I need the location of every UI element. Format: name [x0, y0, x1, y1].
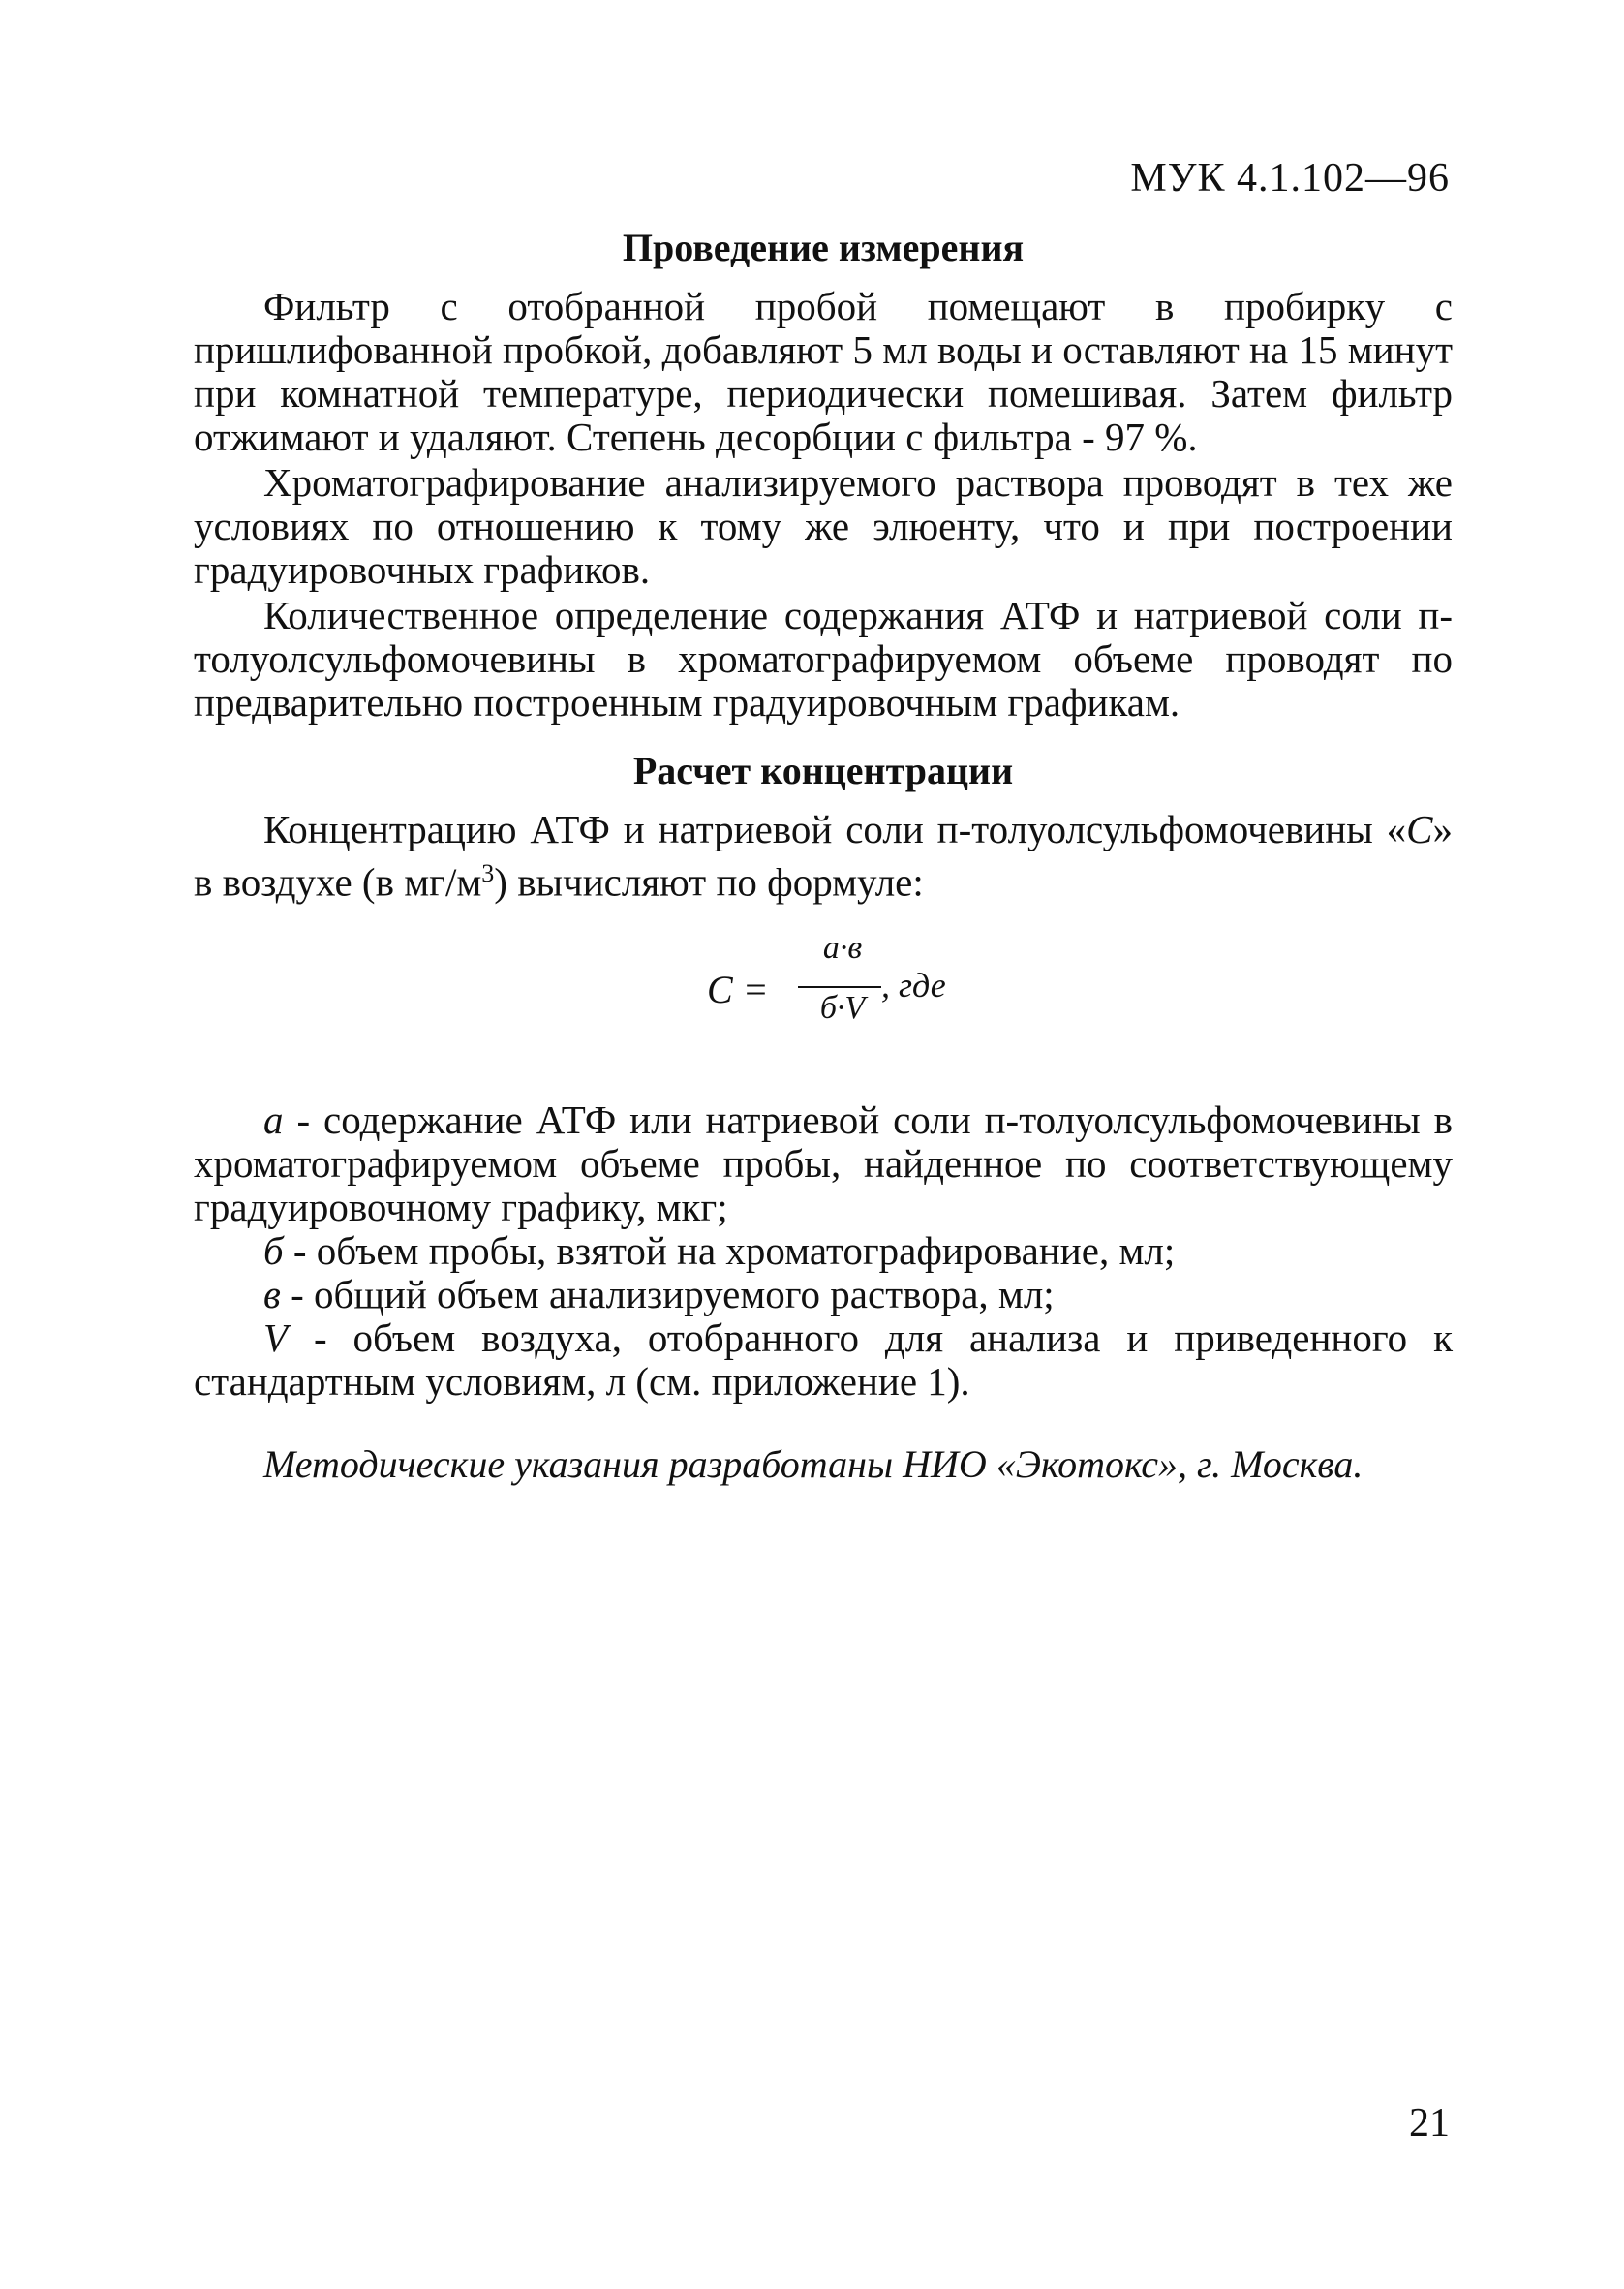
definition-symbol: а — [263, 1097, 284, 1142]
formula-denominator: б·V — [819, 989, 866, 1026]
definition-symbol: V — [263, 1315, 289, 1360]
definition-text: - объем воздуха, отобранного для анализа и приведенного к стандартным условиям, л (см. приложение 1). — [194, 1315, 1453, 1404]
definition-a — [194, 1098, 1453, 1229]
concentration-symbol: С — [1406, 807, 1433, 851]
section-title-measurement: Проведение измерения — [622, 226, 1025, 269]
definition-b — [194, 1229, 1453, 1273]
definition-text: - содержание АТФ или натриевой соли п-толуолсульфомочевины в хроматографируемом объеме пробы, найденное по соответствующему градуировочному графику, мкг; — [194, 1097, 1453, 1229]
intro-text-3: ) вычисляют по формуле: — [494, 859, 924, 905]
definition-text: - общий объем анализируемого раствора, мл; — [280, 1271, 1055, 1316]
paragraph: Количественное определение содержания АТФ и натриевой соли п-толуолсульфомочевины в хроматографируемом объеме проводят по предварительно построенным градуировочным графикам. — [194, 593, 1453, 725]
page-content — [194, 225, 1453, 1526]
formula-numerator: а·в — [822, 929, 863, 966]
unit-superscript: 3 — [481, 859, 495, 887]
definition-symbol: б — [263, 1227, 284, 1273]
formula-lhs: С = — [707, 967, 769, 1011]
definition-v — [194, 1273, 1453, 1316]
document-code: МУК 4.1.102—96 — [1130, 156, 1450, 201]
paragraph: Хроматографирование анализируемого раствора проводят в тех же условиях по отношению к тому же элюенту, что и при построении градуировочных графиков. — [194, 460, 1453, 592]
fraction-bar — [798, 986, 881, 988]
definition-volume — [194, 1316, 1453, 1404]
authorship-credit: Методические указания разработаны НИО «Экотокс», г. Москва. — [263, 1441, 1364, 1486]
page-number: 21 — [1409, 2101, 1450, 2146]
section-title-calculation: Расчет концентрации — [632, 749, 1014, 792]
definition-text: - объем пробы, взятой на хроматографирование, мл; — [283, 1227, 1176, 1273]
paragraph: Фильтр с отобранной пробой помещают в пробирку с пришлифованной пробкой, добавляют 5 мл воды и оставляют на 15 минут при комнатной температуре, периодически помешивая. Затем фильтр отжимают и удаляют. Степень десорбции с фильтра - 97 %. — [194, 284, 1453, 459]
definition-symbol: в — [263, 1271, 281, 1316]
formula-intro — [194, 808, 1453, 905]
formula-tail: , где — [881, 965, 946, 1005]
formula-block — [194, 930, 1453, 1056]
intro-text-1: Концентрацию АТФ и натриевой соли п-толуолсульфомочевины « — [263, 807, 1407, 851]
intro-text-2: » в воздухе (в мг/м — [194, 807, 1453, 905]
concentration-formula — [707, 930, 997, 1056]
